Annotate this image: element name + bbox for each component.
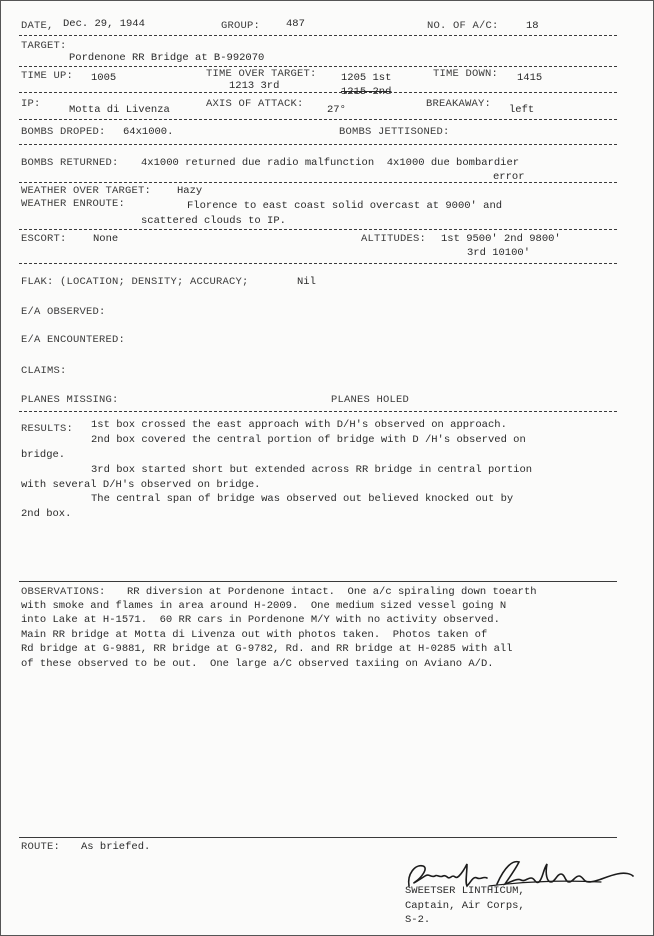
observations-line: Rd bridge at G-9881, RR bridge at G-9782, Rd. and RR bridge at H-0285 with all: [21, 643, 513, 655]
altitudes-value-continued: 3rd 10100': [467, 247, 531, 259]
breakaway-label: BREAKAWAY:: [426, 98, 492, 110]
ea-encountered-label: E/A ENCOUNTERED:: [21, 334, 126, 346]
observations-line: RR diversion at Pordenone intact. One a/c spiraling down toearth: [127, 586, 537, 598]
divider-line: [19, 66, 617, 67]
route-value: As briefed.: [81, 841, 151, 853]
weather-enroute-value: Florence to east coast solid overcast at 9000' and: [187, 200, 503, 212]
group-label: GROUP:: [221, 20, 261, 32]
target-label: TARGET:: [21, 40, 67, 52]
observations-line: with smoke and flames in area around H-2009. One medium sized vessel going N: [21, 600, 507, 612]
divider-line: [19, 229, 617, 230]
bombs-returned-value: 4x1000 returned due radio malfunction 4x1000 due bombardier: [141, 157, 520, 169]
bombs-dropped-label: BOMBS DROPED:: [21, 126, 106, 138]
divider-line: [19, 119, 617, 120]
altitudes-label: ALTITUDES:: [361, 233, 427, 245]
results-line: 2nd box covered the central portion of bridge with D /H's observed on: [91, 434, 526, 446]
bombs-returned-label: BOMBS RETURNED:: [21, 157, 119, 169]
time-over-target-first: 1205 1st: [341, 72, 392, 84]
time-up-label: TIME UP:: [21, 70, 74, 82]
bombs-jettisoned-label: BOMBS JETTISONED:: [339, 126, 450, 138]
divider-line: [19, 263, 617, 264]
aircraft-count-label: NO. OF A/C:: [427, 20, 499, 32]
signatory-rank: Captain, Air Corps,: [405, 900, 525, 912]
time-over-target-label: TIME OVER TARGET:: [206, 68, 317, 80]
weather-over-target-label: WEATHER OVER TARGET:: [21, 185, 152, 197]
divider-line: [19, 837, 617, 838]
ip-label: IP:: [21, 98, 41, 110]
observations-line: into Lake at H-1571. 60 RR cars in Pordenone M/Y with no activity observed.: [21, 614, 500, 626]
time-over-target-second: 1215 2nd: [341, 86, 392, 98]
time-up-value: 1005: [91, 72, 117, 84]
weather-over-target-value: Hazy: [177, 185, 203, 197]
divider-line: [19, 92, 617, 93]
divider-line: [19, 411, 617, 412]
results-line: bridge.: [21, 449, 66, 461]
flak-value: Nil: [297, 276, 316, 288]
time-over-target-third: 1213 3rd: [229, 80, 280, 92]
results-label: RESULTS:: [21, 423, 74, 435]
planes-holed-label: PLANES HOLED: [331, 394, 410, 406]
escort-label: ESCORT:: [21, 233, 67, 245]
results-line: 1st box crossed the east approach with D/H's observed on approach.: [91, 419, 507, 431]
divider-line: [19, 182, 617, 183]
axis-of-attack-value: 27°: [327, 104, 346, 116]
group-value: 487: [286, 18, 305, 30]
date-value: Dec. 29, 1944: [63, 18, 145, 30]
bombs-dropped-value: 64x1000.: [123, 126, 174, 138]
divider-line: [19, 581, 617, 582]
ip-value: Motta di Livenza: [69, 104, 170, 116]
altitudes-value: 1st 9500' 2nd 9800': [441, 233, 561, 245]
observations-line: of these observed to be out. One large a/C observed taxiing on Aviano A/D.: [21, 658, 494, 670]
weather-enroute-value-continued: scattered clouds to IP.: [141, 215, 286, 227]
results-line: The central span of bridge was observed out believed knocked out by: [91, 493, 514, 505]
target-value: Pordenone RR Bridge at B-992070: [69, 52, 265, 64]
claims-label: CLAIMS:: [21, 365, 67, 377]
escort-value: None: [93, 233, 119, 245]
observations-label: OBSERVATIONS:: [21, 586, 106, 598]
breakaway-value: left: [509, 104, 535, 116]
flak-label: FLAK: (LOCATION; DENSITY; ACCURACY;: [21, 276, 249, 288]
observations-line: Main RR bridge at Motta di Livenza out with photos taken. Photos taken of: [21, 629, 488, 641]
ea-observed-label: E/A OBSERVED:: [21, 306, 106, 318]
date-label: DATE,: [21, 20, 54, 32]
results-line: with several D/H's observed on bridge.: [21, 479, 261, 491]
axis-of-attack-label: AXIS OF ATTACK:: [206, 98, 304, 110]
route-label: ROUTE:: [21, 841, 61, 853]
aircraft-count-value: 18: [526, 20, 539, 32]
results-line: 3rd box started short but extended across RR bridge in central portion: [91, 464, 533, 476]
bombs-returned-value-continued: error: [493, 171, 525, 183]
divider-line: [19, 144, 617, 145]
signatory-name: SWEETSER LINTHICUM,: [405, 885, 525, 897]
planes-missing-label: PLANES MISSING:: [21, 394, 119, 406]
weather-enroute-label: WEATHER ENROUTE:: [21, 198, 126, 210]
divider-line: [19, 35, 617, 36]
time-down-value: 1415: [517, 72, 543, 84]
results-line: 2nd box.: [21, 508, 72, 520]
signatory-office: S-2.: [405, 914, 431, 926]
time-down-label: TIME DOWN:: [433, 68, 499, 80]
